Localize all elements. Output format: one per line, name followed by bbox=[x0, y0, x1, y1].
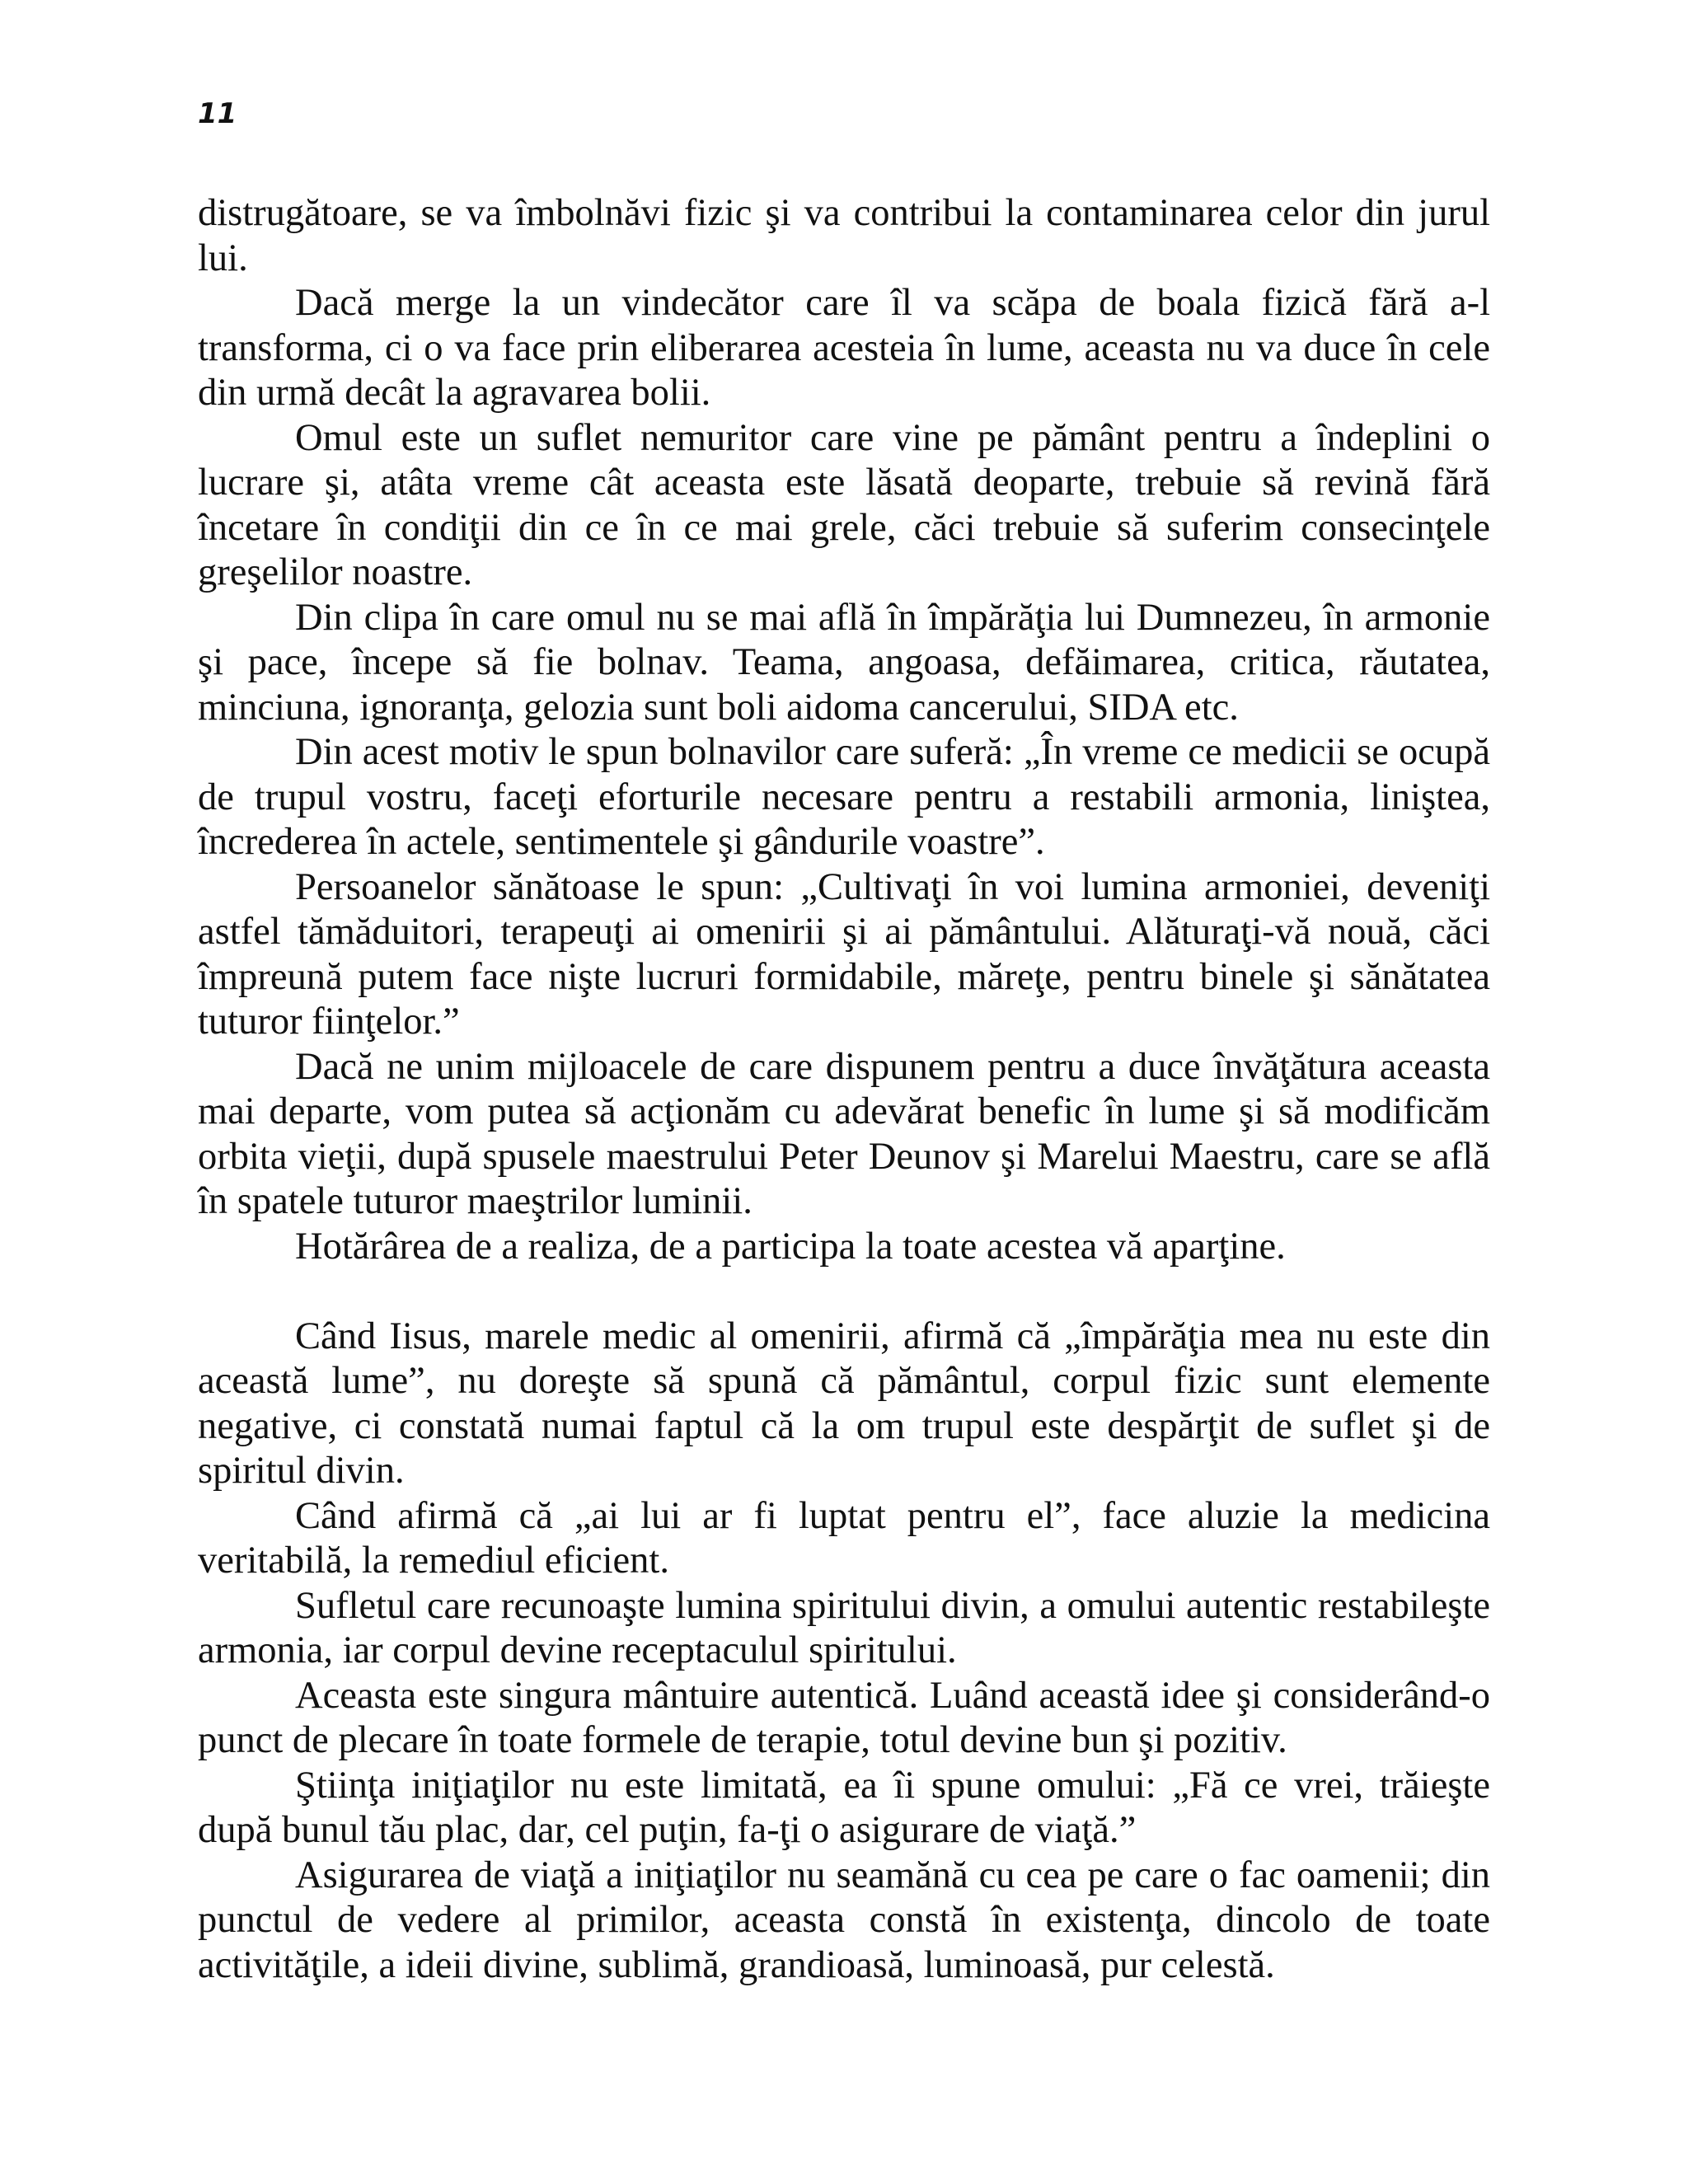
paragraph: Persoanelor sănătoase le spun: „Cultivaţi în voi lumina armoniei, deveniţi astfel tămăduitori, terapeuţi ai omenirii şi ai pământului. Alăturaţi-vă nouă, căci împreună putem face nişte lucruri formidabile, măreţe, pentru binele şi sănătatea tuturor fiinţelor.” bbox=[198, 865, 1490, 1043]
paragraph: Dacă ne unim mijloacele de care dispunem pentru a duce învăţătura aceasta mai departe, vom putea să acţionăm cu adevărat benefic în lume şi să modificăm orbita vieţii, după spusele maestrului Peter Deunov şi Marelui Maestru, care se află în spatele tuturor maeştrilor luminii. bbox=[198, 1045, 1490, 1222]
paragraph: Din acest motiv le spun bolnavilor care suferă: „În vreme ce medicii se ocupă de trupul vostru, faceţi eforturile necesare pentru a restabili armonia, liniştea, încrederea în actele, sentimentele şi gândurile voastre”. bbox=[198, 731, 1490, 863]
body-text bbox=[198, 191, 1490, 1988]
page-number: 11 bbox=[198, 97, 237, 130]
paragraph: Ştiinţa iniţiaţilor nu este limitată, ea îi spune omului: „Fă ce vrei, trăieşte după bunul tău plac, dar, cel puţin, fa-ţi o asigurare de viaţă.” bbox=[198, 1764, 1490, 1851]
paragraph: Hotărârea de a realiza, de a participa la toate acestea vă aparţine. bbox=[295, 1225, 1286, 1268]
paragraph: Când afirmă că „ai lui ar fi luptat pentru el”, face aluzie la medicina veritabilă, la remediul eficient. bbox=[198, 1494, 1490, 1582]
paragraph: Sufletul care recunoaşte lumina spiritului divin, a omului autentic restabileşte armonia, iar corpul devine receptaculul spiritului. bbox=[198, 1584, 1490, 1671]
paragraph: Din clipa în care omul nu se mai află în împărăţia lui Dumnezeu, în armonie şi pace, începe să fie bolnav. Teama, angoasa, defăimarea, critica, răutatea, minciuna, ignoranţa, gelozia sunt boli aidoma cancerului, SIDA etc. bbox=[198, 596, 1490, 729]
paragraph: Dacă merge la un vindecător care îl va scăpa de boala fizică fără a-l transforma, ci o va face prin eliberarea acesteia în lume, aceasta nu va duce în cele din urmă decât la agravarea bolii. bbox=[198, 282, 1490, 414]
paragraph: distrugătoare, se va îmbolnăvi fizic şi va contribui la contaminarea celor din jurul lui. bbox=[198, 192, 1490, 279]
paragraph: Aceasta este singura mântuire autentică. Luând această idee şi considerând-o punct de plecare în toate formele de terapie, totul devine bun şi pozitiv. bbox=[198, 1674, 1490, 1761]
paragraph: Când Iisus, marele medic al omenirii, afirmă că „împărăţia mea nu este din această lume”, nu doreşte să spună că pământul, corpul fizic sunt elemente negative, ci constată numai faptul că la om trupul este despărţit de suflet şi de spiritul divin. bbox=[198, 1315, 1490, 1492]
paragraph: Asigurarea de viaţă a iniţiaţilor nu seamănă cu cea pe care o fac oamenii; din punctul de vedere al primilor, aceasta constă în existenţa, dincolo de toate activităţile, a ideii divine, sublimă, grandioasă, luminoasă, pur celestă. bbox=[198, 1854, 1490, 1986]
paragraph: Omul este un suflet nemuritor care vine pe pământ pentru a îndeplini o lucrare şi, atâta vreme cât aceasta este lăsată deoparte, trebuie să revină fără încetare în condiţii din ce în ce mai grele, căci trebuie să suferim consecinţele greşelilor noastre. bbox=[198, 416, 1490, 593]
